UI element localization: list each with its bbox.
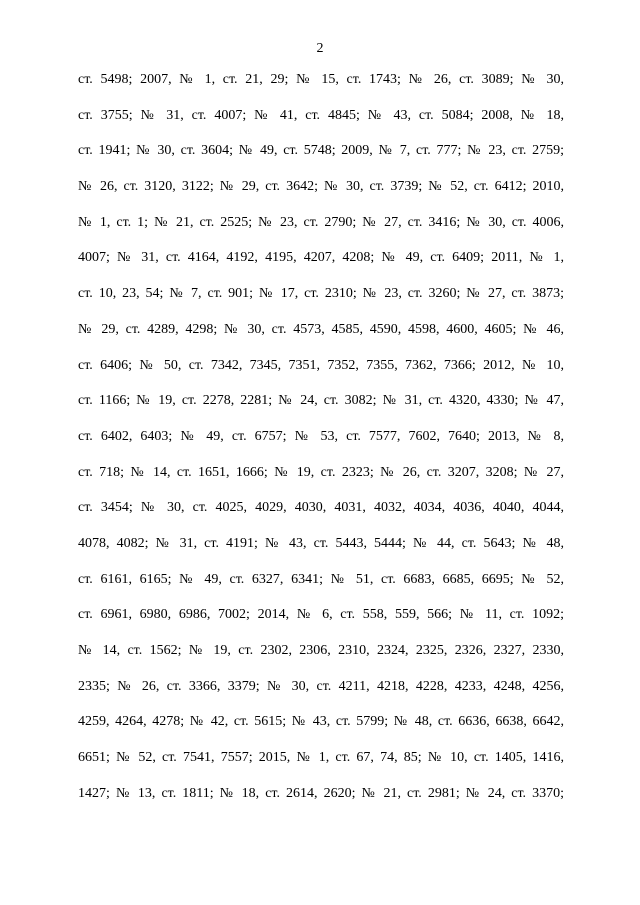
body-text [78, 62, 564, 811]
text-line: 4078, 4082; № 31, ст. 4191; № 43, ст. 5443, 5444; № 44, ст. 5643; № 48, [78, 535, 564, 551]
text-line: ст. 6961, 6980, 6986, 7002; 2014, № 6, ст. 558, 559, 566; № 11, ст. 1092; [78, 607, 564, 623]
text-line: 2335; № 26, ст. 3366, 3379; № 30, ст. 4211, 4218, 4228, 4233, 4248, 4256, [78, 678, 564, 694]
text-line: ст. 6161, 6165; № 49, ст. 6327, 6341; № 51, ст. 6683, 6685, 6695; № 52, [78, 571, 564, 587]
text-line: ст. 3454; № 30, ст. 4025, 4029, 4030, 4031, 4032, 4034, 4036, 4040, 4044, [78, 500, 564, 516]
text-line: ст. 3755; № 31, ст. 4007; № 41, ст. 4845; № 43, ст. 5084; 2008, № 18, [78, 107, 564, 123]
text-line: 4259, 4264, 4278; № 42, ст. 5615; № 43, ст. 5799; № 48, ст. 6636, 6638, 6642, [78, 714, 564, 730]
page-number: 2 [316, 41, 324, 56]
text-line: ст. 6402, 6403; № 49, ст. 6757; № 53, ст. 7577, 7602, 7640; 2013, № 8, [78, 428, 564, 444]
text-line: 6651; № 52, ст. 7541, 7557; 2015, № 1, ст. 67, 74, 85; № 10, ст. 1405, 1416, [78, 750, 564, 766]
text-line: ст. 718; № 14, ст. 1651, 1666; № 19, ст. 2323; № 26, ст. 3207, 3208; № 27, [78, 464, 564, 480]
text-line: 1427; № 13, ст. 1811; № 18, ст. 2614, 2620; № 21, ст. 2981; № 24, ст. 3370; [78, 785, 564, 801]
text-line: ст. 6406; № 50, ст. 7342, 7345, 7351, 7352, 7355, 7362, 7366; 2012, № 10, [78, 357, 564, 373]
text-line: № 29, ст. 4289, 4298; № 30, ст. 4573, 4585, 4590, 4598, 4600, 4605; № 46, [78, 321, 564, 337]
text-line: ст. 1166; № 19, ст. 2278, 2281; № 24, ст. 3082; № 31, ст. 4320, 4330; № 47, [78, 393, 564, 409]
text-line: № 26, ст. 3120, 3122; № 29, ст. 3642; № 30, ст. 3739; № 52, ст. 6412; 2010, [78, 179, 564, 195]
text-line: ст. 1941; № 30, ст. 3604; № 49, ст. 5748; 2009, № 7, ст. 777; № 23, ст. 2759; [78, 143, 564, 159]
text-line: № 14, ст. 1562; № 19, ст. 2302, 2306, 2310, 2324, 2325, 2326, 2327, 2330, [78, 643, 564, 658]
text-line: 4007; № 31, ст. 4164, 4192, 4195, 4207, 4208; № 49, ст. 6409; 2011, № 1, [78, 250, 564, 266]
text-line: ст. 5498; 2007, № 1, ст. 21, 29; № 15, ст. 1743; № 26, ст. 3089; № 30, [78, 72, 564, 87]
text-line: № 1, ст. 1; № 21, ст. 2525; № 23, ст. 2790; № 27, ст. 3416; № 30, ст. 4006, [78, 214, 564, 230]
text-line: ст. 10, 23, 54; № 7, ст. 901; № 17, ст. 2310; № 23, ст. 3260; № 27, ст. 3873; [78, 286, 564, 302]
